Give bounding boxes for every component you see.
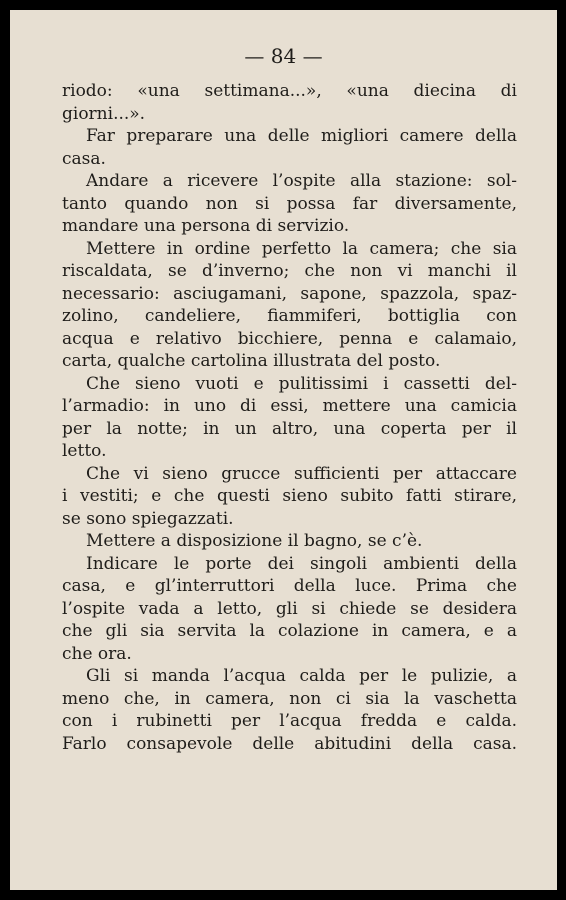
text-line: riodo: «una settimana...», «una diecina di (62, 81, 517, 101)
text-line: per la notte; in un altro, una coperta per il (62, 418, 517, 439)
body-text (62, 80, 517, 755)
text-line: giorni...». (62, 103, 146, 124)
text-line: Mettere a disposizione il bagno, se c’è. (86, 531, 423, 551)
text-line: i vestiti; e che questi sieno subito fatti stirare, (62, 486, 517, 506)
text-line: acqua e relativo bicchiere, penna e calamaio, (62, 328, 517, 349)
text-line: Mettere in ordine perfetto la camera; che sia (86, 238, 517, 259)
text-line: necessario: asciugamani, sapone, spazzola, spaz- (62, 283, 517, 304)
text-line: Che vi sieno grucce sufficienti per attaccare (86, 463, 517, 484)
text-line: mandare una persona di servizio. (62, 216, 350, 236)
text-line: che ora. (62, 643, 132, 664)
text-line: se sono spiegazzati. (62, 508, 234, 529)
text-line: riscaldata, se d’inverno; che non vi manchi il (62, 261, 517, 281)
text-line: Farlo consapevole delle abitudini della casa. (62, 733, 517, 754)
text-line: tanto quando non si possa far diversamente, (62, 193, 517, 214)
text-line: Far preparare una delle migliori camere della (86, 126, 517, 146)
book-page (10, 10, 557, 890)
page-number: — 84 — (244, 44, 323, 68)
text-line: Indicare le porte dei singoli ambienti della (86, 553, 517, 574)
text-line: Andare a ricevere l’ospite alla stazione: sol- (86, 171, 517, 191)
text-line: Che sieno vuoti e pulitissimi i cassetti del- (86, 373, 517, 394)
text-line: meno che, in camera, non ci sia la vaschetta (62, 688, 517, 709)
text-line: che gli sia servita la colazione in camera, e a (62, 621, 517, 641)
text-line: l’ospite vada a letto, gli si chiede se desidera (62, 598, 517, 619)
text-line: l’armadio: in uno di essi, mettere una camicia (62, 396, 517, 416)
text-line: con i rubinetti per l’acqua fredda e calda. (62, 711, 517, 731)
text-line: letto. (62, 441, 107, 461)
text-line: Gli si manda l’acqua calda per le pulizie, a (86, 666, 517, 686)
text-line: carta, qualche cartolina illustrata del posto. (62, 351, 441, 371)
text-line: zolino, candeliere, fiammiferi, bottiglia con (62, 306, 517, 326)
text-line: casa. (62, 148, 106, 169)
text-line: casa, e gl’interruttori della luce. Prima che (62, 576, 517, 596)
